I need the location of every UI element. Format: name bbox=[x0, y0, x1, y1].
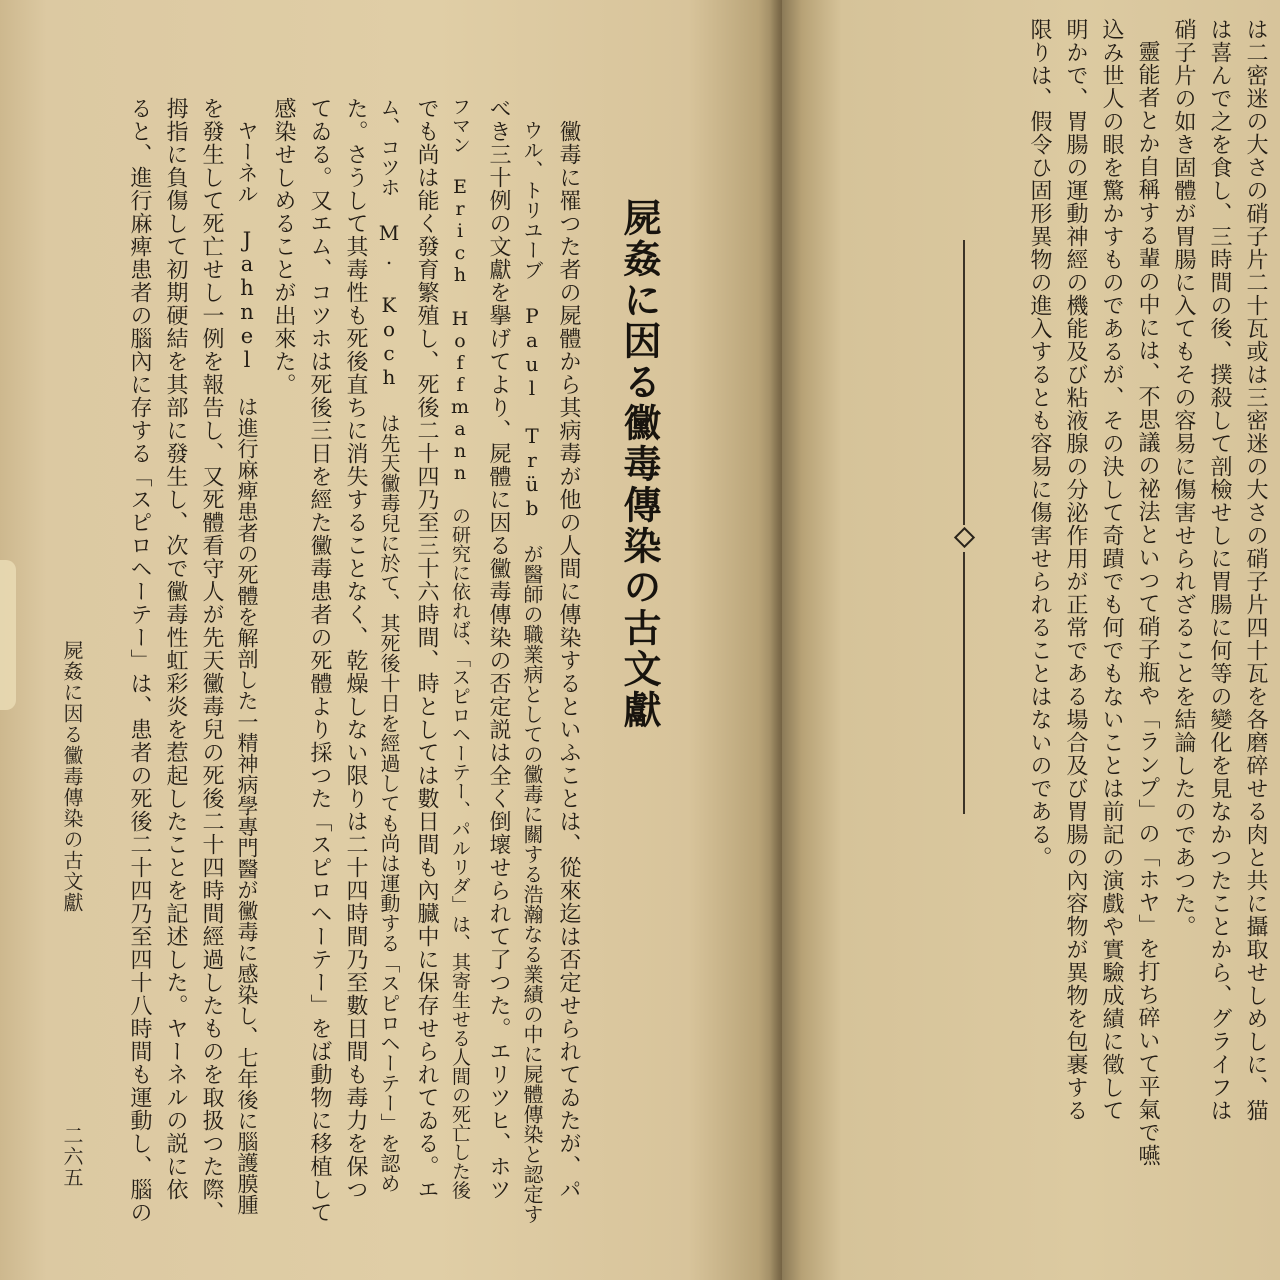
body-line: ム、コツホ M. Koch は先天黴毒兒に於て、其死後十日を經過しても尚は運動する「スピロヘーテー」を認め bbox=[377, 97, 401, 1193]
chapter-title: 屍姦に因る黴毒傳染の古文獻 bbox=[617, 198, 662, 731]
body-line: は喜んで之を食し、三時間の後、撲殺して剖檢せしに胃腸に何等の變化を見なかつたことから、グライフは bbox=[1207, 18, 1232, 1122]
page-number: 二六五 bbox=[60, 1125, 84, 1188]
body-line: 限りは、假令ひ固形異物の進入するとも容易に傷害せられることはないのである。 bbox=[1027, 18, 1052, 869]
body-line: べき三十例の文獻を擧げてより、屍體に因る黴毒傳染の否定説は全く倒壞せられて了つた。エリツヒ、ホツ bbox=[486, 97, 511, 1201]
body-line: 感染せしめることが出來た。 bbox=[271, 97, 296, 396]
body-line: てゐる。又エム、コツホは死後三日を經た黴毒患者の死體より採つた「スピロヘーテー」をば動物に移植して bbox=[307, 97, 332, 1224]
body-line: 黴毒に罹つた者の屍體から其病毒が他の人間に傳染するといふことは、從來迄は否定せられてゐたが、パ bbox=[556, 120, 581, 1201]
running-head: 屍姦に因る黴毒傳染の古文獻 bbox=[60, 640, 84, 913]
body-line: ると、進行麻痺患者の腦內に存する「スピロヘーテー」は、患者の死後二十四乃至四十八時間も運動し、腦の bbox=[127, 97, 152, 1224]
body-line: ヤーネル Jahnel は進行麻痺患者の死體を解剖した一精神病學專門醫が黴毒に感染し、七年後に腦護膜腫 bbox=[235, 120, 259, 1215]
body-line: を發生して死亡せし一例を報告し、又死體看守人が先天黴毒兒の死後二十四時間經過したものを取扱つた際、 bbox=[199, 97, 224, 1224]
body-line: 靈能者とか自稱する輩の中には、不思議の祕法といつて硝子瓶や「ランプ」の「ホヤ」を打ち碎いて平氣で嚥 bbox=[1135, 40, 1160, 1167]
body-line: 込み世人の眼を驚かすものであるが、その決して奇蹟でも何でもないことは前記の演戲や實驗成績に徵して bbox=[1099, 18, 1124, 1122]
body-line: でも尚は能く發育繁殖し、死後二十四乃至三十六時間、時としては數日間も內臓中に保存せられてゐる。エ bbox=[414, 97, 439, 1201]
body-line: ウル、トリユーブ Paul Trüb が醫師の職業病としての黴毒に關する浩瀚なる業績の中に屍體傳染と認定す bbox=[520, 120, 544, 1224]
section-rule-top bbox=[963, 240, 965, 525]
thumb-edge bbox=[0, 560, 16, 710]
body-line: 明かで、胃腸の運動神經の機能及び粘液腺の分泌作用が正常である場合及び胃腸の內容物が異物を包裹する bbox=[1063, 18, 1088, 1122]
section-rule-bottom bbox=[963, 552, 965, 814]
body-line: は二密迷の大さの硝子片二十瓦或は三密迷の大さの硝子片四十瓦を各磨碎せる肉と共に攝取せしめしに、猫 bbox=[1243, 18, 1268, 1122]
body-line: 硝子片の如き固體が胃腸に入てもその容易に傷害せられざることを結論したのであつた。 bbox=[1171, 18, 1196, 938]
body-line: 拇指に負傷して初期硬結を其部に發生し、次で黴毒性虹彩炎を惹起したことを記述した。ヤーネルの説に依 bbox=[163, 97, 188, 1201]
right-page bbox=[782, 0, 1280, 1280]
body-line: た。さうして其毒性も死後直ちに消失することなく、乾燥しない限りは二十四時間乃至數日間も毒力を保つ bbox=[343, 97, 368, 1201]
body-line: フマン Erich Hoffmann の研究に依れば、「スピロヘーテー、パルリダ」は、其寄生せる人間の死亡した後 bbox=[449, 97, 471, 1200]
